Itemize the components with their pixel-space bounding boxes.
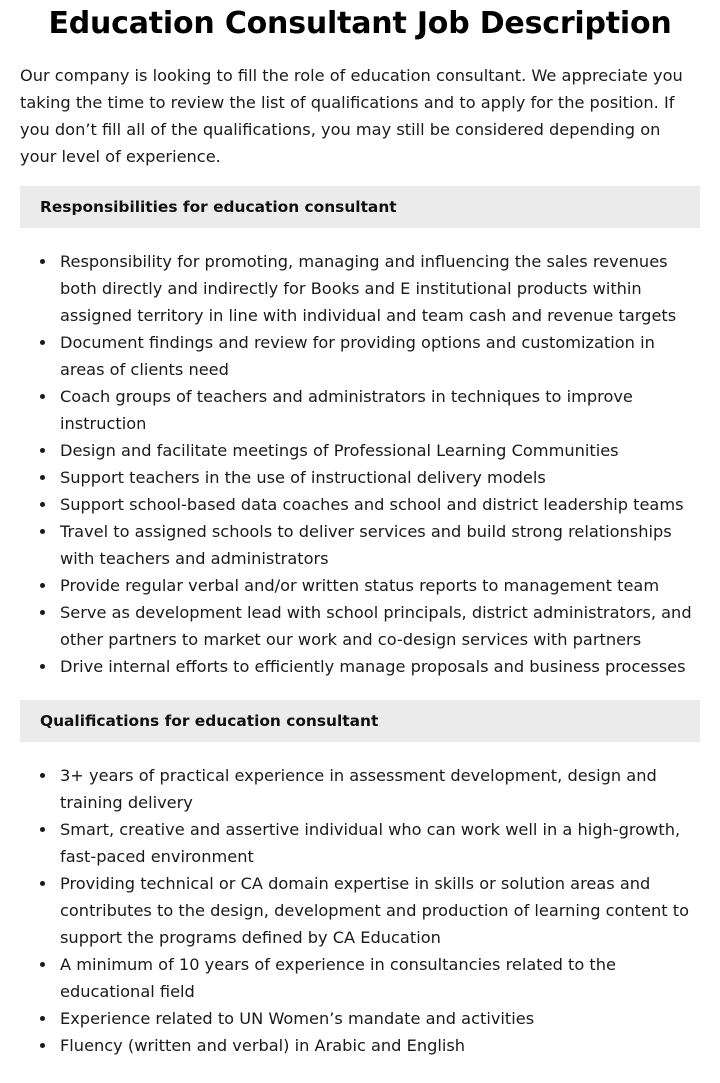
list-item bbox=[20, 1032, 700, 1059]
list-item-text: Responsibility for promoting, managing and influencing the sales revenues both directly and indirectly for Books and E institutional products within assigned territory in line with individual and team cash and revenue targets bbox=[60, 252, 677, 325]
qualifications-list bbox=[20, 762, 700, 1059]
bullet-icon bbox=[40, 1016, 45, 1021]
list-item bbox=[20, 762, 700, 816]
list-item-text: Travel to assigned schools to deliver services and build strong relationships with teachers and administrators bbox=[60, 522, 672, 568]
page-title: Education Consultant Job Description bbox=[48, 6, 672, 41]
list-item-text: Experience related to UN Women’s mandate and activities bbox=[60, 1009, 535, 1028]
list-item-text: Provide regular verbal and/or written status reports to management team bbox=[60, 576, 660, 595]
list-item bbox=[20, 464, 700, 491]
bullet-icon bbox=[40, 340, 45, 345]
bullet-icon bbox=[40, 502, 45, 507]
list-item bbox=[20, 491, 700, 518]
bullet-icon bbox=[40, 773, 45, 778]
list-item bbox=[20, 572, 700, 599]
list-item-text: A minimum of 10 years of experience in consultancies related to the educational field bbox=[60, 955, 616, 1001]
bullet-icon bbox=[40, 881, 45, 886]
bullet-icon bbox=[40, 827, 45, 832]
qualifications-heading: Qualifications for education consultant bbox=[20, 700, 700, 742]
bullet-icon bbox=[40, 448, 45, 453]
bullet-icon bbox=[40, 259, 45, 264]
list-item bbox=[20, 653, 700, 680]
list-item bbox=[20, 518, 700, 572]
bullet-icon bbox=[40, 475, 45, 480]
list-item bbox=[20, 437, 700, 464]
list-item-text: Providing technical or CA domain expertise in skills or solution areas and contributes to the design, development and production of learning content to support the programs defined by CA Education bbox=[60, 874, 689, 947]
list-item-text: Support school-based data coaches and school and district leadership teams bbox=[60, 495, 684, 514]
bullet-icon bbox=[40, 583, 45, 588]
list-item bbox=[20, 816, 700, 870]
list-item-text: Smart, creative and assertive individual who can work well in a high-growth, fast-paced environment bbox=[60, 820, 681, 866]
list-item bbox=[20, 870, 700, 951]
bullet-icon bbox=[40, 1043, 45, 1048]
list-item bbox=[20, 599, 700, 653]
list-item-text: Fluency (written and verbal) in Arabic and English bbox=[60, 1036, 466, 1055]
bullet-icon bbox=[40, 962, 45, 967]
bullet-icon bbox=[40, 394, 45, 399]
bullet-icon bbox=[40, 610, 45, 615]
list-item-text: Drive internal efforts to efficiently manage proposals and business processes bbox=[60, 657, 686, 676]
list-item-text: 3+ years of practical experience in assessment development, design and training delivery bbox=[60, 766, 657, 812]
bullet-icon bbox=[40, 664, 45, 669]
list-item bbox=[20, 1005, 700, 1032]
list-item-text: Design and facilitate meetings of Professional Learning Communities bbox=[60, 441, 619, 460]
responsibilities-heading: Responsibilities for education consultant bbox=[20, 186, 700, 228]
responsibilities-list bbox=[20, 248, 700, 680]
list-item bbox=[20, 248, 700, 329]
list-item-text: Document findings and review for providing options and customization in areas of clients need bbox=[60, 333, 655, 379]
list-item-text: Serve as development lead with school principals, district administrators, and other partners to market our work and co-design services with partners bbox=[60, 603, 692, 649]
list-item-text: Support teachers in the use of instructional delivery models bbox=[60, 468, 546, 487]
list-item bbox=[20, 329, 700, 383]
intro-paragraph: Our company is looking to fill the role of education consultant. We appreciate you taking the time to review the list of qualifications and to apply for the position. If you don’t fill all of the qualifications, you may still be considered depending on your level of experience. bbox=[20, 66, 683, 166]
list-item bbox=[20, 383, 700, 437]
list-item-text: Coach groups of teachers and administrators in techniques to improve instruction bbox=[60, 387, 633, 433]
bullet-icon bbox=[40, 529, 45, 534]
list-item bbox=[20, 951, 700, 1005]
